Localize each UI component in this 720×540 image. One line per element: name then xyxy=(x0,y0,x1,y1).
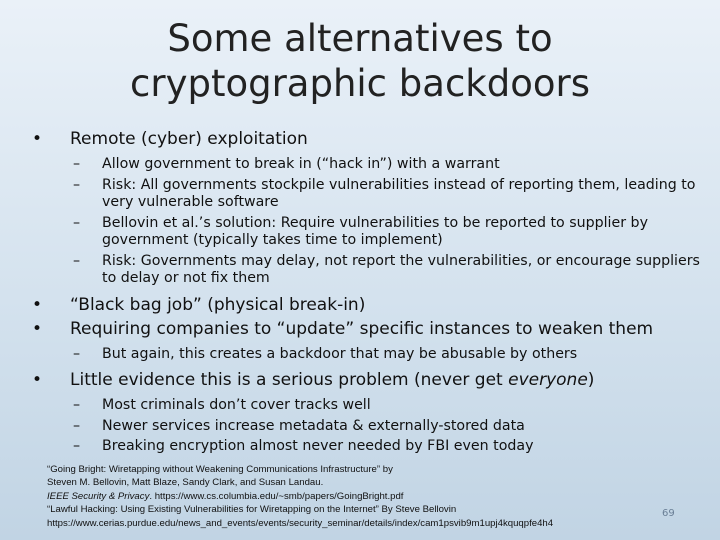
bullet-icon: • xyxy=(32,129,43,149)
bullet-item xyxy=(24,369,704,391)
sub-bullet-item xyxy=(24,397,704,415)
bullet-icon: • xyxy=(32,370,43,390)
bullet-text: “Black bag job” (physical break-in) xyxy=(70,294,366,315)
sub-bullet-item xyxy=(24,156,704,174)
dash-icon: – xyxy=(73,417,81,434)
bullet-text-after: ) xyxy=(587,370,595,390)
sub-bullet-item xyxy=(24,253,704,288)
sub-bullet-text: Newer services increase metadata & externally-stored data xyxy=(102,417,525,434)
reference-line: Steven M. Bellovin, Matt Blaze, Sandy Clark, and Susan Landau. xyxy=(47,477,324,489)
sub-bullet-text: Allow government to break in (“hack in”) with a warrant xyxy=(102,156,500,172)
reference-line xyxy=(47,490,647,503)
reference-url[interactable]: . https://www.cs.columbia.edu/~smb/papers/GoingBright.pdf xyxy=(149,490,404,502)
bullet-icon: • xyxy=(32,294,43,315)
sub-bullet-list xyxy=(24,156,704,288)
bullet-list xyxy=(24,126,704,462)
sub-bullet-item xyxy=(24,418,704,436)
reference-line: “Going Bright: Wiretapping without Weakening Communications Infrastructure” by xyxy=(47,464,393,475)
sub-bullet-item xyxy=(24,438,704,456)
sub-bullet-text: Risk: All governments stockpile vulnerabilities instead of reporting them, leading to very vulnerable software xyxy=(102,176,696,210)
sub-bullet-text: Most criminals don’t cover tracks well xyxy=(102,397,371,413)
reference-url[interactable]: https://www.cerias.purdue.edu/news_and_events/events/security_seminar/details/index/cam1psvib9m1upj4kquqpfe4h4 xyxy=(47,517,554,529)
dash-icon: – xyxy=(73,397,81,413)
sub-bullet-item xyxy=(24,346,704,364)
reference-line: “Lawful Hacking: Using Existing Vulnerabilities for Wiretapping on the Internet” By Steve Bellovin xyxy=(47,504,457,516)
sub-bullet-list xyxy=(24,346,704,364)
journal-name: IEEE Security & Privacy xyxy=(47,490,150,502)
sub-bullet-text: Breaking encryption almost never needed by FBI even today xyxy=(102,438,534,454)
sub-bullet-text: Risk: Governments may delay, not report the vulnerabilities, or encourage suppliers to delay or not fix them xyxy=(102,252,700,286)
dash-icon: – xyxy=(73,176,81,193)
bullet-text-before: Little evidence this is a serious problem (never get xyxy=(70,370,509,390)
title-line-1: Some alternatives to xyxy=(167,17,553,60)
page-number: 69 xyxy=(662,508,675,519)
dash-icon: – xyxy=(73,252,81,269)
slide-title xyxy=(40,16,680,106)
dash-icon: – xyxy=(73,214,81,231)
dash-icon: – xyxy=(73,345,81,362)
title-line-2: cryptographic backdoors xyxy=(130,62,590,105)
sub-bullet-list xyxy=(24,397,704,456)
references xyxy=(47,463,647,530)
bullet-text-emphasis: everyone xyxy=(508,370,588,390)
bullet-icon: • xyxy=(32,318,43,339)
bullet-text: Remote (cyber) exploitation xyxy=(70,129,308,149)
bullet-item xyxy=(24,128,704,150)
bullet-item xyxy=(24,318,704,340)
sub-bullet-text: Bellovin et al.’s solution: Require vulnerabilities to be reported to supplier by government (typically takes time to implement) xyxy=(102,214,648,248)
dash-icon: – xyxy=(73,438,81,454)
sub-bullet-item xyxy=(24,177,704,212)
sub-bullet-item xyxy=(24,215,704,250)
sub-bullet-text: But again, this creates a backdoor that may be abusable by others xyxy=(102,345,578,362)
bullet-item xyxy=(24,294,704,316)
bullet-text: Requiring companies to “update” specific instances to weaken them xyxy=(70,318,654,339)
dash-icon: – xyxy=(73,156,81,172)
